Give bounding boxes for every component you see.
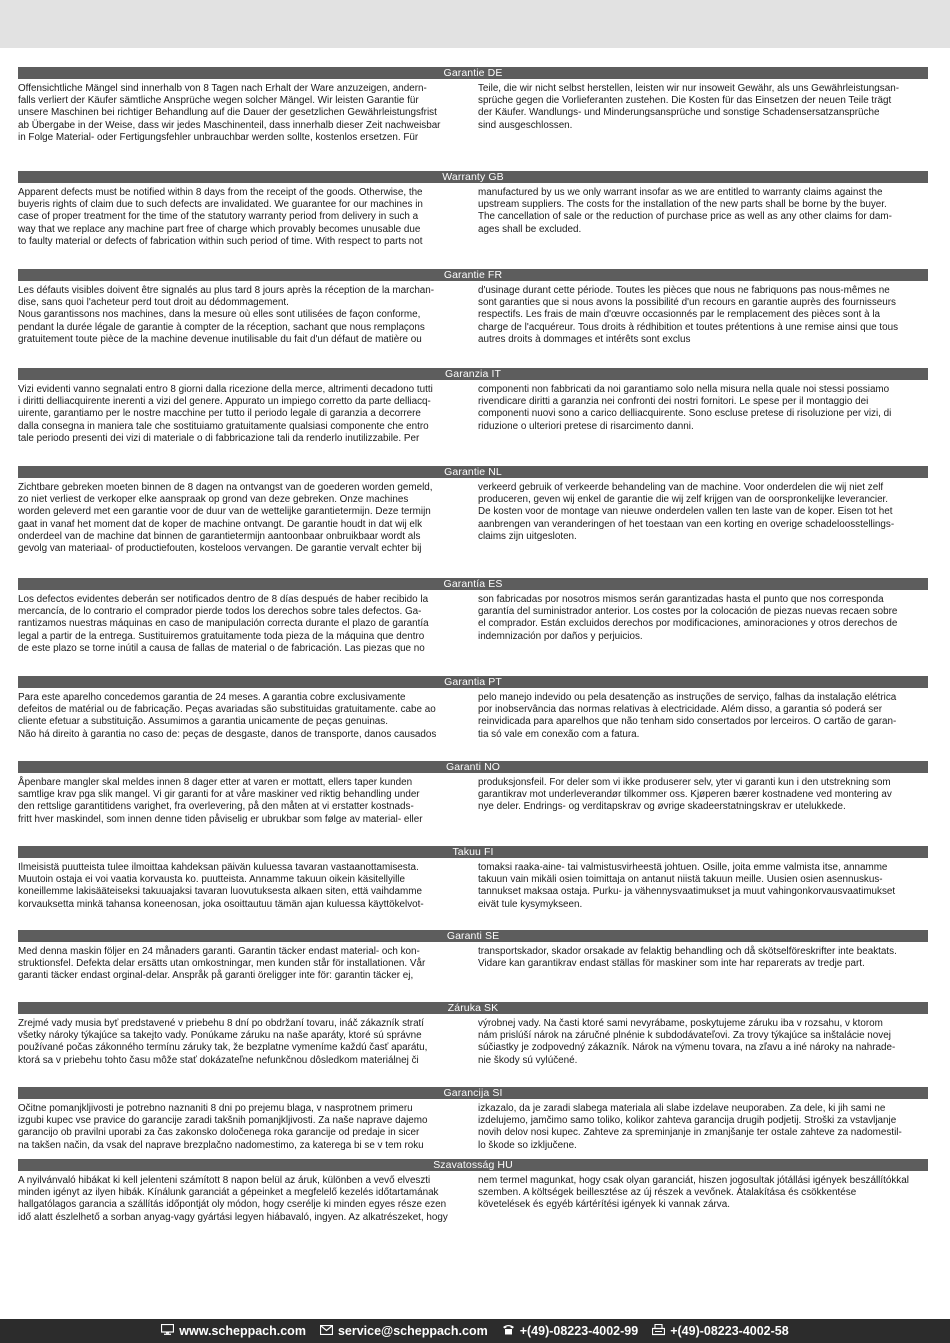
section-garanzia-it [18, 368, 928, 445]
section-garantie-de [18, 67, 928, 144]
phone-icon [502, 1324, 515, 1338]
section-text-right: d'usinage durant cette période. Toutes les pièces que nous ne fabriquons pas nous-mêmes ne sont garanties que si nous avons la possibilité d'un recours en garantie auprès des fournisseurs respectifs. Les frais de main d'œuvre occasionnés par le remplacement des pièces sont à la charge de l'acquéreur. Tous droits à rédhibition et toutes prétentions à une remise ainsi que tous autres droits à dommages et intérêts sont exclus [478, 285, 899, 345]
section-text-right: son fabricadas por nosotros mismos serán garantizadas hasta el punto que nos corresponda garantía del suministrador anterior. Los costes por la colocación de piezas nuevas recaen sobre el comprador. Están excluidos derechos por modificaciones, aminoraciones y otros derechos de indemnización por daños y perjuicios. [478, 594, 898, 642]
section-heading: Garanti SE [18, 930, 928, 942]
section-text-left: Zichtbare gebreken moeten binnen de 8 dagen na ontvangst van de goederen worden gemeld, zo niet verliest de verkoper elke aanspraak op grond van deze gebreken. Onze machines worden geleverd met een garantie voor de duur van de wettelijke garantietermijn. Deze termijn gaat in vanaf het moment dat de koper de machine ontvangt. De garantie houdt in dat wij elk onderdeel van de machine dat binnen de garantietermijn aantoonbaar onbruikbaar wordt als gevolg van materiaal- of productiefouten, kosteloos vervangen. De garantie vervalt echter bij [18, 482, 433, 555]
section-heading: Garantie DE [18, 67, 928, 79]
footer-web[interactable] [161, 1324, 306, 1338]
section-text-left: Apparent defects must be notified within 8 days from the receipt of the goods. Otherwise, the buyeris rights of claim due to such defects are invalidated. We guarantee for our machines in case of proper treatment for the time of the statutory warranty period from delivery in such a way that we replace any machine part free of charge which provably becomes unusable due to faulty material or defects of fabrication within such period of time. With respect to parts not [18, 187, 423, 247]
section-text-right: manufactured by us we only warrant insofar as we are entitled to warranty claims against the upstream suppliers. The costs for the installation of the new parts shall be borne by the buyer. The cancellation of sale or the reduction of purchase price as well as any other claims for dam- ages shall be excluded. [478, 187, 892, 235]
section-garantia-pt [18, 676, 928, 741]
section-text-left: Offensichtliche Mängel sind innerhalb von 8 Tagen nach Erhalt der Ware anzuzeigen, andern- falls verliert der Käufer sämtliche Ansprüche wegen solcher Mängel. Wir leisten Garantie für unsere Maschinen bei richtiger Behandlung auf die Dauer der gesetzlichen Gewährleistungsfrist ab Übergabe in der Weise, dass wir jedes Maschinenteil, dass innerhalb dieser Zeit nachweisbar in Folge Material- oder Fertigungsfehler unbrauchbar werden sollte, kostenlos ersetzen. Für [18, 83, 441, 143]
section-text-left: Para este aparelho concedemos garantia de 24 meses. A garantia cobre exclusivamente defeitos de matérial ou de fabricação. Peças avariadas são substituidas gratuitamente. cabe ao cliente efetuar a substituição. Assumimos a garantia unicamente de peças genuinas. Não há direito à garantia no caso de: peças de desgaste, danos de transporte, danos causados [18, 692, 437, 740]
footer-fax[interactable] [652, 1324, 789, 1339]
section-text-left: Zrejmé vady musia byť predstavené v priebehu 8 dní po obdržaní tovaru, ináč zákazník stratí všetky nároky týkajúce sa takejto vady. Ponúkame záruku na naše aparáty, ktoré sú správne používané počas zákonného termínu záruky tak, že bezplatne vymeníme každú časť aparátu, ktorá sa v priebehu tohto času môže stať dokázateľne nefunkčnou dôsledkom materiálnej či [18, 1018, 428, 1066]
section-text-left: Les défauts visibles doivent être signalés au plus tard 8 jours après la réception de la marchan- dise, sans quoi l'acheteur perd tout droit au dédommagement. Nous garantissons nos machines, dans la mesure où elles sont utilisées de façon conforme, pendant la durée légale de garantie à compter de la réception, sachant que nous remplaçons gratuitement toute pièce de la machine devenue inutilisable du fait d'un défaut de matière ou [18, 285, 435, 345]
section-heading: Garanzia IT [18, 368, 928, 380]
section-text-left: Los defectos evidentes deberán ser notificados dentro de 8 días después de haber recibido la mercancía, de lo contrario el comprador pierde todos los derechos sobre tales defectos. Ga- rantizamos nuestras máquinas en caso de manipulación correcta durante el plazo de garantía legal a partir de la entrega. Sustituiremos gratuitamente toda pieza de la máquina que dentro de este plazo se torne inútil a causa de fallas de material o de fabricación. Las piezas que no [18, 594, 429, 654]
footer-bar [0, 1319, 950, 1343]
section-heading: Szavatosság HU [18, 1159, 928, 1171]
section-heading: Takuu FI [18, 846, 928, 858]
top-bar [0, 0, 950, 48]
section-text-left: Med denna maskin följer en 24 månaders garanti. Garantin täcker endast material- och kon- struktionsfel. Defekta delar ersätts utan omkostningar, men kunden står för installationen. Vår garanti täcker endast orginal-delar. Anspråk på garanti öreligger inte för: garantin täcker ej, [18, 946, 426, 982]
section-text-right: componenti non fabbricati da noi garantiamo solo nella misura nella quale noi stessi possiamo rivendicare diritti a garanzia nei confronti dei nostri fornitori. Le spese per il montaggio dei componenti nuovi sono a carico delliacquirente. Sono escluse pretese di risoluzione per vizi, di riduzione o ulteriori pretese di risarcimento danni. [478, 384, 892, 432]
section-heading: Garantie NL [18, 466, 928, 478]
section-text-left: Vizi evidenti vanno segnalati entro 8 giorni dalla ricezione della merce, altrimenti decadono tutti i diritti delliacquirente inerenti a vizi del genere. Appurato un impiego corretto da parte delliacq- uirente, garantiamo per le nostre macchine per tutto il periodo legale di garanzia a decorrere dalla consegna in maniera tale che sostituiamo gratuitamente qualsiasi componente che entro tale periodo presenti dei vizi di materiale o di fabbricazione tali da renderlo inutilizzabile. Per [18, 384, 433, 444]
section-text-right: Teile, die wir nicht selbst herstellen, leisten wir nur insoweit Gewähr, als uns Gewährleistungsan- sprüche gegen die Vorlieferanten zustehen. Die Kosten für das Einsetzen der neuen Teile trägt der Käufer. Wandlungs- und Minderungsansprüche und sonstige Schadensersatzansprüche sind ausgeschlossen. [478, 83, 899, 131]
section-garanti-se [18, 930, 928, 983]
section-takuu-fi [18, 846, 928, 911]
section-zaruka-sk [18, 1002, 928, 1067]
section-text-left: Åpenbare mangler skal meldes innen 8 dager etter at varen er mottatt, ellers taper kunden samtlige krav pga slik mangel. Vi gir garanti for at våre maskiner ved riktig behandling under den rettslige garantitidens varighet, fra overlevering, på den måten at vi erstatter kostnads- fritt hver maskindel, som innen denne tiden påviselig er ubrukbar som følge av material- eller [18, 777, 423, 825]
section-warranty-gb [18, 171, 928, 248]
section-garancija-si [18, 1087, 928, 1152]
footer-phone[interactable] [502, 1324, 639, 1338]
section-garantie-nl [18, 466, 928, 555]
section-text-left: Ilmeisistä puutteista tulee ilmoittaa kahdeksan päivän kuluessa tavaran vastaanottamisesta. Muutoin ostaja ei voi vaatia korvausta ko. puutteista. Annamme takuun oikein käsitellyille koneillemme lakisääteiseksi takuuajaksi tavaran luovutuksesta alkaen siten, että vaihdamme korvauksetta minkä tahansa koneenosan, joka osoittautuu tämän ajan kuluessa käyttökelvot- [18, 862, 424, 910]
footer-phone-text[interactable]: +(49)-08223-4002-99 [519, 1324, 639, 1338]
section-text-left: Očitne pomanjkljivosti je potrebno naznaniti 8 dni po prejemu blaga, v nasprotnem primeru izgubi kupec vse pravice do garancije zaradi takšnih pomanjkljivosti. Za naše naprave dajemo garancijo ob pravilni uporabi za čas zakonsko določenega roka garancije od predaje in sicer na takšen način, da vsak del naprave brezplačno nadomestimo, za katerega bi se v tem roku [18, 1103, 428, 1151]
section-text-right: tomaksi raaka-aine- tai valmistusvirheestä johtuen. Osille, joita emme valmista itse, annamme takuun vain mikäli osien toimittaja on antanut niistä takuun meille. Uusien osien asennuskus- tannukset maksaa ostaja. Purku- ja vähennysvaatimukset ja muut vahingonkorvausvaatimukset eivät tule kysymykseen. [478, 862, 896, 910]
section-text-left: A nyilvánvaló hibákat ki kell jelenteni számított 8 napon belül az áruk, különben a vevő elveszti minden igényt az ilyen hibák. Kínálunk garanciát a gépeinket a megfelelő kezelés időtartamának hallgatólagos garancia a szállítás időpontját oly módon, hogy cserélje ki minden egyes része ezen idő alatt észlelhető a sorban anyag-vagy gyártási legyen hiábavaló, ingyen. Az alkatrészeket, hogy [18, 1175, 448, 1223]
section-garantia-es [18, 578, 928, 655]
section-garantie-fr [18, 269, 928, 346]
section-text-right: výrobnej vady. Na časti ktoré sami nevyrábame, poskytujeme záruku iba v rozsahu, v ktorom nám prislúší nárok na záručné plnénie k subdodávateľovi. Za trovy týkajúce sa inštalácie novej súčiastky je zodpovedný zákazník. Nárok na výmenu tovara, na zľavu a iné nároky na nahrade- nie škody sú vylúčené. [478, 1018, 896, 1066]
mail-icon [320, 1325, 333, 1338]
section-heading: Garantie FR [18, 269, 928, 281]
monitor-icon [161, 1324, 174, 1338]
section-text-right: nem termel magunkat, hogy csak olyan garanciát, hiszen jogosultak jótállási igények beszállítókkal szemben. A költségek beillesztése az új részek a vevőnek. Átalakítása és csökkentése követelések és egyéb kártérítési igények ki vannak zárva. [478, 1175, 909, 1211]
section-heading: Garantía ES [18, 578, 928, 590]
section-heading: Garantia PT [18, 676, 928, 688]
footer-email-text[interactable]: service@scheppach.com [337, 1324, 488, 1338]
section-text-right: transportskador, skador orsakade av felaktig behandling och då skötselföreskrifter inte beaktats. Vidare kan garantikrav endast ställas för maskiner som inte har reparerats av tredje part. [478, 946, 897, 970]
footer-fax-text[interactable]: +(49)-08223-4002-58 [670, 1324, 789, 1338]
section-text-right: verkeerd gebruik of verkeerde behandeling van de machine. Voor onderdelen die wij niet zelf produceren, geven wij enkel de garantie die wij zelf krijgen van de oorspronkelijke leverancier. De kosten voor de montage van nieuwe onderdelen vallen ten laste van de koper. Eisen tot het aanbrengen van veranderingen of het toestaan van een korting en overige schadeloosstellings- claims zijn uitgesloten. [478, 482, 895, 542]
section-heading: Garanti NO [18, 761, 928, 773]
section-text-right: pelo manejo indevido ou pela desatenção as instruções de serviço, falhas da instalação elétrica por inobservância das normas relativas à electricidade. Além disso, a garantia só poderá ser reinvidicada para aparelhos que não tenham sido consertados por lerceiros. O cartão de garan- tia só vale em conexão com a fatura. [478, 692, 897, 740]
footer-email[interactable] [320, 1324, 488, 1338]
section-heading: Garancija SI [18, 1087, 928, 1099]
fax-icon [652, 1324, 665, 1339]
section-text-right: produksjonsfeil. For deler som vi ikke produserer selv, yter vi garanti kun i den utstrekning som garantikrav mot underleverandør tilkommer oss. Kjøperen bærer kostnadene ved montering av nye deler. Endrings- og verditapskrav og øvrige skadeerstatningskrav er utelukkede. [478, 777, 892, 813]
section-heading: Záruka SK [18, 1002, 928, 1014]
section-szavatossag-hu [18, 1159, 928, 1224]
section-garanti-no [18, 761, 928, 826]
footer-web-text[interactable]: www.scheppach.com [179, 1324, 306, 1338]
section-heading: Warranty GB [18, 171, 928, 183]
section-text-right: izkazalo, da je zaradi slabega materiala ali slabe izdelave neuporaben. Za dele, ki jih sami ne izdelujemo, jamčimo samo toliko, kolikor zahteva garancija drugih podjetij. Stroški za vstavljanje novih delov nosi kupec. Zahteve za spreminjanje in zmanjšanje ter ostale zahteve za nadomestil- lo škode so izključene. [478, 1103, 902, 1151]
